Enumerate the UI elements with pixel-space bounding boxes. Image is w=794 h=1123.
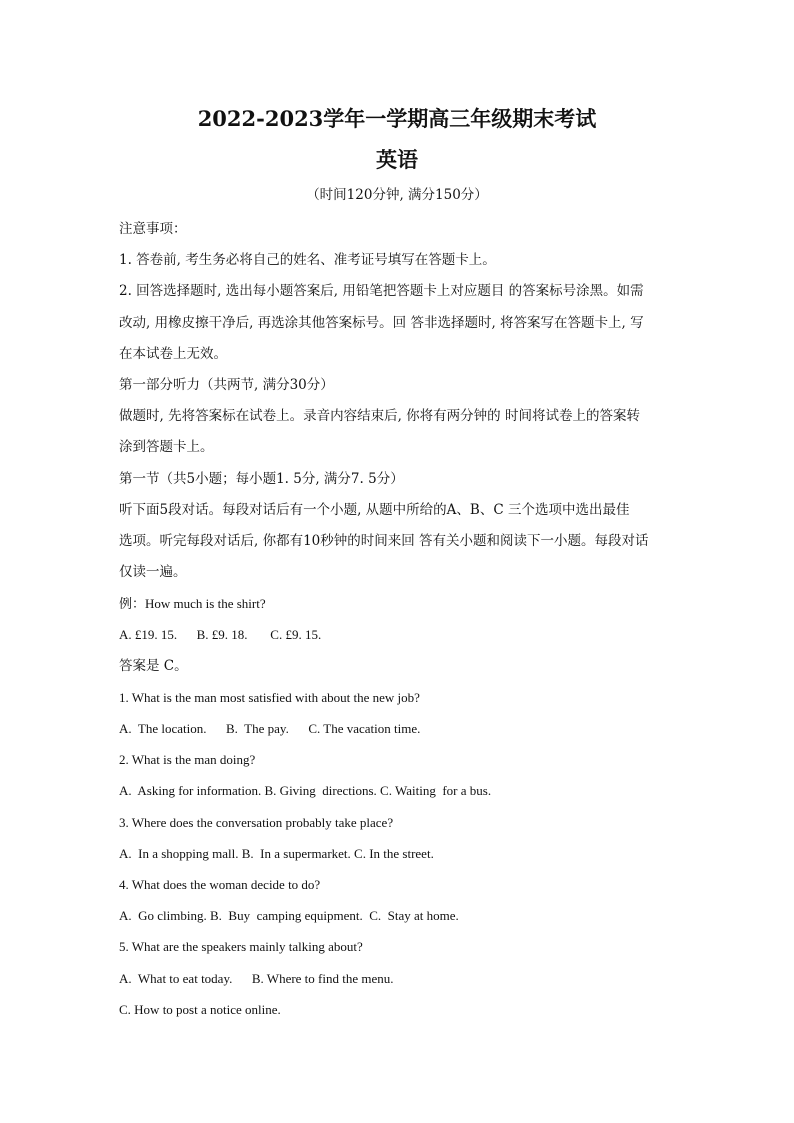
question-3: 3. Where does the conversation probably take place? <box>119 814 394 830</box>
exam-body <box>119 214 675 1025</box>
notice-item-1: 1. 答卷前, 考生务必将自己的姓名、准考证号填写在答题卡上。 <box>119 252 496 269</box>
question-3-options: A. In a shopping mall. B. In a supermarket. C. In the street. <box>119 845 434 861</box>
section-one-instruction-line-3: 仅读一遍。 <box>119 564 187 581</box>
question-5-options-line-1: A. What to eat today. B. Where to find the menu. <box>119 970 394 986</box>
question-5-options-line-2: C. How to post a notice online. <box>119 1001 281 1017</box>
question-2: 2. What is the man doing? <box>119 752 256 768</box>
example-options: A. £19. 15. B. £9. 18. C. £9. 15. <box>119 627 322 643</box>
notice-item-2-line-2: 改动, 用橡皮擦干净后, 再选涂其他答案标号。回 答非选择题时, 将答案写在答题卡上, 写 <box>119 314 644 331</box>
part-one-instruction-line-1: 做题时, 先将答案标在试卷上。录音内容结束后, 你将有两分钟的 时间将试卷上的答案转 <box>119 408 640 425</box>
notice-item-2-line-1: 2. 回答选择题时, 选出每小题答案后, 用铅笔把答题卡上对应题目 的答案标号涂黑。如需 <box>119 283 644 300</box>
question-4-options: A. Go climbing. B. Buy camping equipment. C. Stay at home. <box>119 908 459 924</box>
notice-heading: 注意事项： <box>119 221 187 237</box>
subject-title: 英语 <box>376 147 418 172</box>
example-answer: 答案是 C。 <box>119 657 188 674</box>
question-1: 1. What is the man most satisfied with about the new job? <box>119 689 420 705</box>
notice-item-2-line-3: 在本试卷上无效。 <box>119 345 227 362</box>
question-2-options: A. Asking for information. B. Giving directions. C. Waiting for a bus. <box>119 783 492 799</box>
part-one-instruction-line-2: 涂到答题卡上。 <box>119 439 214 456</box>
question-5: 5. What are the speakers mainly talking about? <box>119 939 363 955</box>
question-1-options: A. The location. B. The pay. C. The vacation time. <box>119 721 421 736</box>
section-one-heading: 第一节（共5小题；每小题1. 5分, 满分7. 5分） <box>119 470 404 487</box>
example-question: 例：How much is the shirt? <box>119 596 266 612</box>
exam-title: 2022-2023学年一学期高三年级期末考试 <box>197 106 597 131</box>
section-one-instruction-line-2: 选项。听完每段对话后, 你都有10秒钟的时间来回 答有关小题和阅读下一小题。每段对话 <box>119 532 649 549</box>
exam-timing: （时间120分钟, 满分150分） <box>306 187 488 203</box>
part-one-heading: 第一部分听力（共两节, 满分30分） <box>119 376 334 393</box>
section-one-instruction-line-1: 听下面5段对话。每段对话后有一个小题, 从题中所给的A、B、C 三个选项中选出最佳 <box>119 501 630 518</box>
question-4: 4. What does the woman decide to do? <box>119 876 321 892</box>
